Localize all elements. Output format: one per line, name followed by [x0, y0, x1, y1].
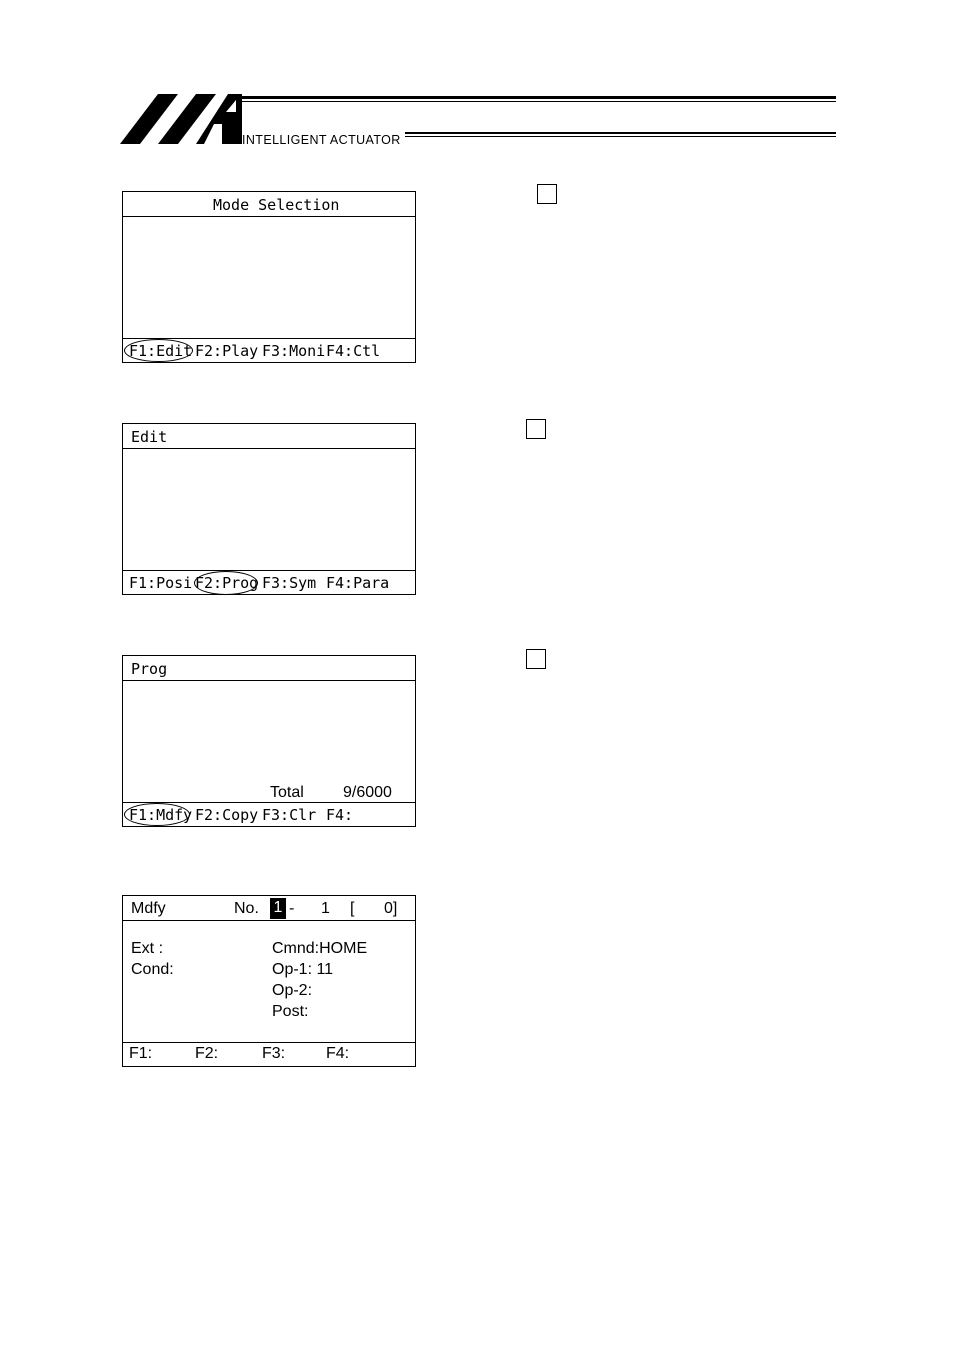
operand-2-field[interactable]: Op-2:: [272, 982, 313, 999]
number-dash: -: [289, 900, 295, 917]
f3-moni-key[interactable]: F3:Moni: [262, 342, 326, 360]
operand-1-field[interactable]: Op-1: 11: [272, 961, 334, 978]
screen-title-bar: [123, 656, 415, 681]
header-rule-top-thick: [242, 96, 836, 99]
step-checkbox-3[interactable]: [526, 649, 546, 669]
screen-title-bar: [123, 424, 415, 449]
f3-clr-key[interactable]: F3:Clr: [262, 806, 317, 824]
header-rule-bottom-thick: [405, 132, 836, 134]
screen-title-bar: [123, 192, 415, 217]
header-rule-bottom-thin: [405, 136, 836, 137]
f2-key[interactable]: F2:: [195, 1045, 219, 1062]
total-label: Total: [270, 784, 304, 801]
f2-play-key[interactable]: F2:Play: [195, 342, 259, 360]
f1-key[interactable]: F1:: [129, 1045, 153, 1062]
f1-posi-key[interactable]: F1:Posi: [129, 574, 193, 592]
command-field[interactable]: Cmnd:HOME: [272, 940, 368, 957]
ext-label: Ext :: [131, 940, 164, 957]
screen-edit: [122, 423, 416, 595]
screen-title: Mode Selection: [213, 196, 340, 214]
screen-title-bar: [123, 896, 415, 921]
step-checkbox-1[interactable]: [537, 184, 557, 204]
screen-title: Mdfy: [131, 900, 166, 917]
step-number: 1: [321, 900, 330, 917]
screen-mdfy: [122, 895, 416, 1067]
program-number-cursor[interactable]: 1: [270, 898, 286, 919]
iai-logo: [118, 92, 242, 146]
function-key-bar: [123, 802, 415, 826]
f1-mdfy-key[interactable]: F1:Mdfy: [129, 806, 193, 824]
function-key-bar: [123, 338, 415, 362]
f2-copy-key[interactable]: F2:Copy: [195, 806, 259, 824]
screen-title: Prog: [131, 660, 168, 678]
bracket-value: 0]: [384, 900, 398, 917]
step-checkbox-2[interactable]: [526, 419, 546, 439]
f4-key[interactable]: F4:: [326, 806, 354, 824]
f3-key[interactable]: F3:: [262, 1045, 286, 1062]
total-value: 9/6000: [343, 784, 392, 801]
brand-tagline: INTELLIGENT ACTUATOR: [242, 133, 401, 147]
function-key-bar: [123, 570, 415, 594]
f4-key[interactable]: F4:: [326, 1045, 350, 1062]
screen-prog: [122, 655, 416, 827]
f1-edit-key[interactable]: F1:Edit: [129, 342, 193, 360]
bracket-open: [: [350, 900, 355, 917]
post-field[interactable]: Post:: [272, 1003, 309, 1020]
f4-para-key[interactable]: F4:Para: [326, 574, 390, 592]
f3-sym-key[interactable]: F3:Sym: [262, 574, 317, 592]
cond-label: Cond:: [131, 961, 174, 978]
header-rule-top-thin: [242, 101, 836, 102]
number-label: No.: [234, 900, 259, 917]
function-key-bar: [123, 1042, 415, 1066]
f2-prog-key[interactable]: F2:Prog: [195, 574, 259, 592]
screen-title: Edit: [131, 428, 168, 446]
screen-mode-selection: [122, 191, 416, 363]
f4-ctl-key[interactable]: F4:Ctl: [326, 342, 381, 360]
